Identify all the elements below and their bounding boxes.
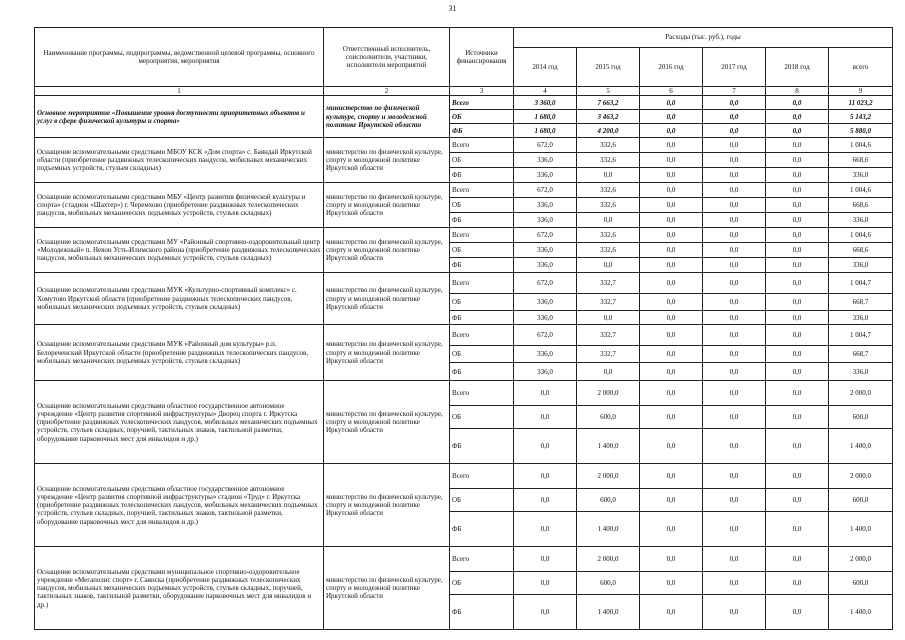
total-value: 1 400,0	[829, 512, 893, 547]
responsible-executor: министерство по физической культуре, спорту и молодежной политике Иркутской области	[324, 96, 450, 138]
year-value: 0,0	[703, 243, 766, 258]
funding-source: ФБ	[450, 168, 514, 183]
year-value: 0,0	[640, 153, 703, 168]
total-value: 1 400,0	[829, 429, 893, 464]
responsible-executor: министерство по физической культуре, спорту и молодежной политике Иркутской области	[324, 381, 450, 464]
responsible-executor: министерство по физической культуре, спорту и молодежной политике Иркутской области	[324, 273, 450, 325]
table-row	[35, 464, 893, 489]
header-responsible: Ответственный исполнитель, соисполнители, участники, исполнители мероприятий	[324, 28, 450, 87]
funding-source: Всего	[450, 138, 514, 153]
year-value: 0,0	[514, 572, 577, 595]
year-value: 336,0	[514, 311, 577, 325]
year-value: 0,0	[640, 183, 703, 198]
column-index: 6	[640, 87, 703, 96]
year-value: 0,0	[703, 406, 766, 429]
year-value: 0,0	[514, 406, 577, 429]
year-value: 0,0	[703, 153, 766, 168]
total-value: 600,0	[829, 489, 893, 512]
funding-source: Всего	[450, 183, 514, 198]
year-value: 0,0	[703, 325, 766, 346]
year-value: 600,0	[577, 572, 640, 595]
year-value: 0,0	[640, 294, 703, 311]
funding-source: ФБ	[450, 213, 514, 228]
funding-source: Всего	[450, 96, 514, 110]
year-value: 0,0	[703, 198, 766, 213]
column-index: 2	[324, 87, 450, 96]
funding-source: ФБ	[450, 258, 514, 273]
table-row	[35, 381, 893, 406]
year-value: 0,0	[640, 110, 703, 124]
funding-source: Всего	[450, 547, 514, 572]
year-value: 1 400,0	[577, 429, 640, 464]
year-value: 0,0	[703, 183, 766, 198]
year-value: 0,0	[766, 512, 829, 547]
year-value: 0,0	[703, 294, 766, 311]
year-value: 0,0	[766, 168, 829, 183]
year-value: 2 000,0	[577, 464, 640, 489]
total-value: 600,0	[829, 572, 893, 595]
year-value: 0,0	[703, 213, 766, 228]
funding-source: Всего	[450, 228, 514, 243]
year-value: 0,0	[514, 464, 577, 489]
page-number: 31	[448, 4, 457, 13]
total-value: 2 000,0	[829, 464, 893, 489]
total-value: 668,6	[829, 198, 893, 213]
year-value: 0,0	[766, 325, 829, 346]
year-value: 7 663,2	[577, 96, 640, 110]
year-value: 0,0	[766, 228, 829, 243]
measure-name: Оснащение вспомогательными средствами МУ «Районный спортивно-оздоровительный центр «Молодежный» п. Невон Усть-Илимского района (приобретение раздвижных телескопических пандусов, мобильных механических подъемных устройств, стульев складных)	[35, 228, 324, 273]
measure-name: Оснащение вспомогательными средствами МУК «Культурно-спортивный комплекс» с. Хомутово Иркутской области (приобретение раздвижных телескопических пандусов, мобильных механических подъемных устройств, стульев складных)	[35, 273, 324, 325]
total-value: 336,0	[829, 363, 893, 381]
year-value: 336,0	[514, 168, 577, 183]
total-value: 5 880,0	[829, 124, 893, 138]
funding-source: ОБ	[450, 198, 514, 213]
funding-source: ОБ	[450, 346, 514, 363]
measure-name: Оснащение вспомогательными средствами областное государственное автономное учреждение «Центр развития спортивной инфраструктуры» Дворец спорта г. Иркутска (приобретение раздвижных телескопических пандусов, мобильных механических подъемных устройств, стульев складных, поручней, тактильных знаков, тактильной разметки, оборудование парковочных мест для инвалидов и др.)	[35, 381, 324, 464]
funding-source: ОБ	[450, 294, 514, 311]
year-value: 0,0	[703, 228, 766, 243]
measure-name: Оснащение вспомогательными средствами МБУ «Центр развития физической культуры и спорта» (стадион «Шахтер») г. Черемхово (приобретение раздвижных телескопических пандусов, мобильных механических подъемных устройств, стульев складных)	[35, 183, 324, 228]
funding-source: ФБ	[450, 363, 514, 381]
total-value: 1 004,7	[829, 273, 893, 294]
year-value: 332,6	[577, 138, 640, 153]
header-year: 2016 год	[640, 48, 703, 87]
year-value: 0,0	[514, 381, 577, 406]
year-value: 0,0	[766, 138, 829, 153]
year-value: 0,0	[703, 429, 766, 464]
measure-name: Основное мероприятие «Повышение уровня доступности приоритетных объектов и услуг в сфере физической культуры и спорта»	[35, 96, 324, 138]
column-index: 8	[766, 87, 829, 96]
responsible-executor: министерство по физической культуре, спорту и молодежной политике Иркутской области	[324, 138, 450, 183]
year-value: 332,7	[577, 346, 640, 363]
funding-source: Всего	[450, 381, 514, 406]
total-value: 1 004,6	[829, 183, 893, 198]
total-value: 668,6	[829, 243, 893, 258]
year-value: 0,0	[766, 124, 829, 138]
funding-source: ОБ	[450, 110, 514, 124]
funding-source: Всего	[450, 464, 514, 489]
total-value: 1 400,0	[829, 595, 893, 630]
responsible-executor: министерство по физической культуре, спорту и молодежной политике Иркутской области	[324, 183, 450, 228]
table-row	[35, 138, 893, 153]
year-value: 332,6	[577, 228, 640, 243]
year-value: 0,0	[703, 572, 766, 595]
year-value: 0,0	[640, 168, 703, 183]
year-value: 0,0	[766, 429, 829, 464]
year-value: 672,0	[514, 273, 577, 294]
year-value: 0,0	[703, 110, 766, 124]
funding-source: ОБ	[450, 243, 514, 258]
year-value: 0,0	[640, 228, 703, 243]
year-value: 672,0	[514, 183, 577, 198]
year-value: 336,0	[514, 294, 577, 311]
year-value: 0,0	[577, 213, 640, 228]
year-value: 0,0	[703, 363, 766, 381]
year-value: 0,0	[766, 294, 829, 311]
year-value: 0,0	[640, 346, 703, 363]
year-value: 0,0	[640, 198, 703, 213]
year-value: 0,0	[514, 429, 577, 464]
year-value: 0,0	[640, 464, 703, 489]
funding-source: Всего	[450, 273, 514, 294]
total-value: 1 004,6	[829, 138, 893, 153]
total-value: 1 004,7	[829, 325, 893, 346]
year-value: 332,7	[577, 294, 640, 311]
year-value: 1 400,0	[577, 595, 640, 630]
year-value: 332,6	[577, 183, 640, 198]
table-row	[35, 547, 893, 572]
total-value: 668,6	[829, 153, 893, 168]
year-value: 1 680,0	[514, 124, 577, 138]
year-value: 336,0	[514, 213, 577, 228]
responsible-executor: министерство по физической культуре, спорту и молодежной политике Иркутской области	[324, 547, 450, 630]
column-index: 3	[450, 87, 514, 96]
year-value: 0,0	[766, 311, 829, 325]
funding-source: ОБ	[450, 406, 514, 429]
year-value: 1 400,0	[577, 512, 640, 547]
year-value: 0,0	[577, 168, 640, 183]
year-value: 0,0	[640, 213, 703, 228]
budget-table	[34, 27, 893, 630]
funding-source: ОБ	[450, 489, 514, 512]
year-value: 0,0	[703, 168, 766, 183]
year-value: 0,0	[766, 258, 829, 273]
year-value: 0,0	[640, 325, 703, 346]
year-value: 0,0	[640, 572, 703, 595]
header-year: 2014 год	[514, 48, 577, 87]
year-value: 0,0	[703, 595, 766, 630]
total-value: 336,0	[829, 311, 893, 325]
total-value: 2 000,0	[829, 381, 893, 406]
table-row	[35, 96, 893, 110]
year-value: 0,0	[577, 258, 640, 273]
year-value: 3 463,2	[577, 110, 640, 124]
total-value: 336,0	[829, 213, 893, 228]
year-value: 0,0	[577, 311, 640, 325]
year-value: 332,7	[577, 325, 640, 346]
year-value: 0,0	[514, 512, 577, 547]
year-value: 0,0	[766, 110, 829, 124]
year-value: 0,0	[766, 273, 829, 294]
column-index: 5	[577, 87, 640, 96]
total-value: 668,7	[829, 294, 893, 311]
responsible-executor: министерство по физической культуре, спорту и молодежной политике Иркутской области	[324, 228, 450, 273]
responsible-executor: министерство по физической культуре, спорту и молодежной политике Иркутской области	[324, 464, 450, 547]
year-value: 332,6	[577, 198, 640, 213]
funding-source: ФБ	[450, 429, 514, 464]
year-value: 0,0	[640, 512, 703, 547]
year-value: 0,0	[766, 96, 829, 110]
year-value: 336,0	[514, 243, 577, 258]
year-value: 0,0	[766, 595, 829, 630]
year-value: 0,0	[766, 153, 829, 168]
year-value: 0,0	[640, 363, 703, 381]
year-value: 0,0	[766, 572, 829, 595]
year-value: 0,0	[703, 489, 766, 512]
year-value: 0,0	[703, 464, 766, 489]
year-value: 0,0	[766, 489, 829, 512]
year-value: 0,0	[640, 429, 703, 464]
year-value: 672,0	[514, 325, 577, 346]
header-total: всего	[829, 48, 893, 87]
funding-source: ОБ	[450, 572, 514, 595]
table-row	[35, 325, 893, 346]
year-value: 0,0	[514, 489, 577, 512]
year-value: 0,0	[640, 311, 703, 325]
header-year: 2017 год	[703, 48, 766, 87]
header-name: Наименование программы, подпрограммы, ведомственной целевой программы, основного мероприятия, мероприятия	[35, 28, 324, 87]
year-value: 600,0	[577, 406, 640, 429]
year-value: 672,0	[514, 138, 577, 153]
year-value: 1 680,0	[514, 110, 577, 124]
year-value: 4 200,0	[577, 124, 640, 138]
funding-source: ФБ	[450, 512, 514, 547]
year-value: 600,0	[577, 489, 640, 512]
year-value: 0,0	[703, 124, 766, 138]
total-value: 11 023,2	[829, 96, 893, 110]
year-value: 0,0	[766, 363, 829, 381]
table-row	[35, 273, 893, 294]
year-value: 0,0	[640, 124, 703, 138]
year-value: 0,0	[640, 381, 703, 406]
year-value: 336,0	[514, 258, 577, 273]
year-value: 0,0	[703, 547, 766, 572]
year-value: 336,0	[514, 198, 577, 213]
table-row	[35, 228, 893, 243]
total-value: 668,7	[829, 346, 893, 363]
year-value: 0,0	[766, 547, 829, 572]
year-value: 0,0	[766, 243, 829, 258]
year-value: 0,0	[640, 96, 703, 110]
year-value: 0,0	[514, 595, 577, 630]
year-value: 0,0	[766, 183, 829, 198]
year-value: 0,0	[703, 258, 766, 273]
year-value: 336,0	[514, 363, 577, 381]
total-value: 600,0	[829, 406, 893, 429]
header-sources: Источники финансирования	[450, 28, 514, 87]
funding-source: ФБ	[450, 124, 514, 138]
total-value: 336,0	[829, 168, 893, 183]
year-value: 332,6	[577, 153, 640, 168]
year-value: 336,0	[514, 346, 577, 363]
funding-source: Всего	[450, 325, 514, 346]
total-value: 1 004,6	[829, 228, 893, 243]
funding-source: ОБ	[450, 153, 514, 168]
year-value: 0,0	[703, 311, 766, 325]
year-value: 0,0	[766, 198, 829, 213]
year-value: 0,0	[640, 595, 703, 630]
year-value: 0,0	[766, 406, 829, 429]
year-value: 0,0	[766, 346, 829, 363]
year-value: 0,0	[766, 213, 829, 228]
year-value: 672,0	[514, 228, 577, 243]
year-value: 0,0	[640, 489, 703, 512]
year-value: 0,0	[766, 464, 829, 489]
year-value: 0,0	[703, 512, 766, 547]
year-value: 0,0	[703, 273, 766, 294]
table-body	[35, 96, 893, 630]
year-value: 0,0	[640, 258, 703, 273]
column-index: 4	[514, 87, 577, 96]
table-row	[35, 183, 893, 198]
total-value: 336,0	[829, 258, 893, 273]
year-value: 2 000,0	[577, 381, 640, 406]
column-index: 9	[829, 87, 893, 96]
year-value: 0,0	[640, 138, 703, 153]
year-value: 0,0	[703, 96, 766, 110]
year-value: 3 360,0	[514, 96, 577, 110]
measure-name: Оснащение вспомогательными средствами МБОУ КСК «Дом спорта» с. Баяндай Иркутской области (приобретение раздвижных телескопических пандусов, мобильных механических подъемных устройств, стульев складных)	[35, 138, 324, 183]
measure-name: Оснащение вспомогательными средствами МУК «Районный дом культуры» р.п. Белореченский Иркутской области (приобретение раздвижных телескопических пандусов, мобильных механических подъемных устройств, стульев складных)	[35, 325, 324, 381]
column-index: 1	[35, 87, 324, 96]
funding-source: ФБ	[450, 595, 514, 630]
year-value: 0,0	[640, 273, 703, 294]
year-value: 0,0	[640, 547, 703, 572]
header-year: 2018 год	[766, 48, 829, 87]
year-value: 0,0	[577, 363, 640, 381]
year-value: 332,7	[577, 273, 640, 294]
responsible-executor: министерство по физической культуре, спорту и молодежной политике Иркутской области	[324, 325, 450, 381]
year-value: 0,0	[703, 381, 766, 406]
header-year: 2015 год	[577, 48, 640, 87]
funding-source: ФБ	[450, 311, 514, 325]
total-value: 2 000,0	[829, 547, 893, 572]
total-value: 5 143,2	[829, 110, 893, 124]
year-value: 0,0	[514, 547, 577, 572]
year-value: 332,6	[577, 243, 640, 258]
year-value: 0,0	[703, 138, 766, 153]
year-value: 0,0	[640, 243, 703, 258]
year-value: 336,0	[514, 153, 577, 168]
measure-name: Оснащение вспомогательными средствами областное государственное автономное учреждение «Центр развития спортивной инфраструктуры» стадион «Труд» г. Иркутска (приобретение раздвижных телескопических пандусов, мобильных механических подъемных устройств, стульев складных, поручней, тактильных знаков, тактильной разметки, оборудование парковочных мест для инвалидов и др.)	[35, 464, 324, 547]
header-expenses: Расходы (тыс. руб.), годы	[514, 28, 893, 48]
measure-name: Оснащение вспомогательными средствами муниципальное спортивно-оздоровительное учреждение «Мегаполис спорт» г. Саянска (приобретение раздвижных телескопических пандусов, мобильных механических подъемных устройств, стульев складных, поручней, тактильных знаков, тактильной разметки, оборудование парковочных мест для инвалидов и др.)	[35, 547, 324, 630]
year-value: 0,0	[766, 381, 829, 406]
column-index: 7	[703, 87, 766, 96]
year-value: 2 000,0	[577, 547, 640, 572]
year-value: 0,0	[640, 406, 703, 429]
year-value: 0,0	[703, 346, 766, 363]
